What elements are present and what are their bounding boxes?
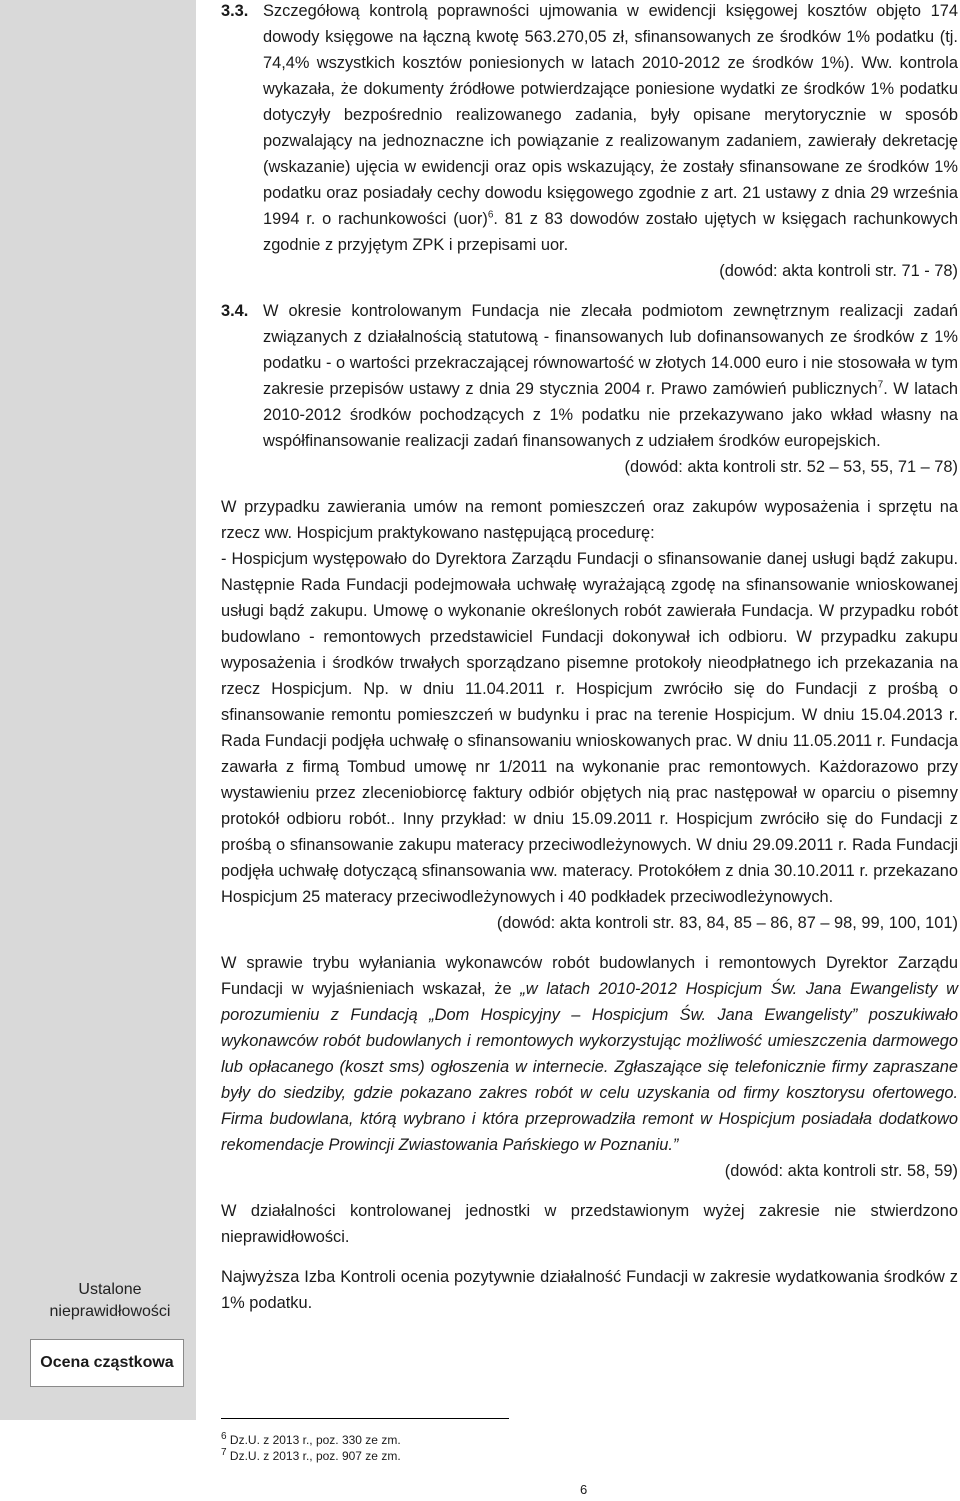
section-text: Szczegółową kontrolą poprawności ujmowania w ewidencji księgowej kosztów objęto 174 dowody księgowe na łączną kwotę 563.270,05 zł, sfinansowanych ze środków 1% podatku (tj. 74,4% wszystkich kosztów poniesionych w latach 2010-2012 ze środków 1%). Ww. kontrola wykazała, że dokumenty źródłowe potwierdzające poniesione wydatki ze środków 1% podatku dotyczyły bezpośrednio realizowanego zadania, były opisane merytorycznie w sposób pozwalający na jednoznaczne ich powiązanie z realizowanym zadaniem, zawierały dekretację (wskazanie) ujęcia w ewidencji oraz opis wskazujący, że zostały sfinansowane ze środków 1% podatku oraz posiadały cechy dowodu księgowego zgodnie z art. 21 ustawy z dnia 29 września 1994 r. o rachunkowości (uor) xyxy=(263,2,958,228)
section-text: W okresie kontrolowanym Fundacja nie zlecała podmiotom zewnętrznym realizacji zadań związanych z działalnością statutową - finansowanych lub dofinansowanych ze środków z 1% podatku - o wartości przekraczającej równowartość w złotych 14.000 euro i nie stosowała w tym zakresie przepisów ustawy z dnia 29 stycznia 2004 r. Prawo zamówień publicznych xyxy=(263,302,958,398)
left-margin-column xyxy=(0,0,196,1420)
partial-assessment-box: Ocena cząstkowa xyxy=(30,1339,184,1387)
page-number: 6 xyxy=(580,1482,588,1497)
assessment-paragraph: Najwyższa Izba Kontroli ocenia pozytywnie działalność Fundacji w zakresie wydatkowania środków z 1% podatku. xyxy=(221,1268,958,1312)
procedure-body: - Hospicjum występowało do Dyrektora Zarządu Fundacji o sfinansowanie danej usługi bądź zakupu. Następnie Rada Fundacji podejmowała uchwałę wyrażającą zgodę na sfinansowanie wnioskowanej usługi bądź zakupu. Umowę o wykonanie określonych robót zawierała Fundacja. W przypadku robót budowlano - remontowych przedstawiciel Fundacji dokonywał ich odbioru. W przypadku zakupu wyposażenia i środków trwałych sporządzano pisemne protokoły nieodpłatnego ich przekazania na rzecz Hospicjum. Np. w dniu 11.04.2011 r. Hospicjum zwróciło się do Fundacji z prośbą o sfinansowanie remontu pomieszczeń w budynku i prac na terenie Hospicjum. W dniu 15.04.2013 r. Rada Fundacji podjęła uchwałę o sfinansowaniu wnioskowanych prac. W dniu 11.05.2011 r. Fundacja zawarła z firmą Tombud umowę nr 1/2011 na wykonanie prac remontowych. Każdorazowo przy wystawieniu przez zleceniobiorcę faktury odbiór objętych nią prac następował w oparciu o pisemny protokół odbioru robót.. Inny przykład: w dniu 15.09.2011 r. Hospicjum zwróciło się do Fundacji z prośbą o sfinansowanie zakupu materacy przeciwodleżynowych. W dniu 29.09.2011 r. Rada Fundacji podjęła uchwałę dotyczącą sfinansowania ww. materacy. Protokółem z dnia 30.10.2011 r. przekazano Hospicjum 25 materacy przeciwodleżynowych i 40 podkładek przeciwodleżynowych. xyxy=(221,550,958,906)
evidence-reference: (dowód: akta kontroli str. 71 - 78) xyxy=(719,262,958,280)
contractor-selection-paragraph xyxy=(221,950,958,1158)
footnote-ref: 7 xyxy=(877,379,884,391)
section-text-cont: . W latach 2010-2012 środków pochodzących z 1% podatku nie przekazywano jako wkład własny na współfinansowanie realizacji zadań finansowanych z udziałem środków europejskich. xyxy=(263,380,959,450)
procedure-intro: W przypadku zawierania umów na remont pomieszczeń oraz zakupów wyposażenia i sprzętu na rzecz ww. Hospicjum praktykowano następującą procedurę: xyxy=(221,498,958,542)
footnote-separator xyxy=(221,1418,509,1419)
paragraph-text: W sprawie trybu wyłaniania wykonawców robót budowlanych i remontowych Dyrektor Zarządu Fundacji w wyjaśnieniach wskazał, że xyxy=(221,954,958,998)
irregularities-paragraph: W działalności kontrolowanej jednostki w przedstawionym wyżej zakresie nie stwierdzono nieprawidłowości. xyxy=(221,1202,958,1246)
evidence-reference: (dowód: akta kontroli str. 58, 59) xyxy=(724,1162,958,1180)
irregularities-heading-line1: Ustalone xyxy=(78,1281,142,1298)
director-explanation-quote: „w latach 2010-2012 Hospicjum Św. Jana Ewangelisty w porozumieniu z Fundacją „Dom Hospicyjny – Hospicjum Św. Jana Ewangelisty” poszukiwało wykonawców robót budowlanych i remontowych wykorzystując możliwość umieszczenia darmowego lub opłacanego (koszt sms) ogłoszenia w internecie. Zgłaszające się telefonicznie firmy zapraszane były do siedziby, gdzie pokazano zakres robót w celu uzyskania od firmy kosztorysu ofertowego. Firma budowlana, którą wybrano i która przeprowadziła remont w Hospicjum posiadała dodatkowo rekomendacje Prowincji Zwiastowania Pańskiego w Poznaniu.” xyxy=(221,980,958,1154)
section-3-3 xyxy=(221,0,958,258)
footnote-ref: 6 xyxy=(487,209,494,221)
section-number: 3.4. xyxy=(221,302,249,320)
evidence-reference: (dowód: akta kontroli str. 83, 84, 85 – 86, 87 – 98, 99, 100, 101) xyxy=(496,914,958,932)
evidence-reference: (dowód: akta kontroli str. 52 – 53, 55, 71 – 78) xyxy=(624,458,958,476)
footnote-6: $^6$ Dz.U. z 2013 r., poz. 330 ze zm. xyxy=(221,1431,401,1447)
document-body xyxy=(221,0,958,1316)
irregularities-heading-line2: nieprawidłowości xyxy=(49,1303,171,1320)
footnote-7: $^7$ Dz.U. z 2013 r., poz. 907 ze zm. xyxy=(221,1447,401,1463)
section-text-cont: . 81 z 83 dowodów zostało ujętych w księgach rachunkowych zgodnie z przyjętym ZPK i przepisami uor. xyxy=(263,210,958,254)
section-number: 3.3. xyxy=(221,2,249,20)
irregularities-heading xyxy=(30,1279,190,1323)
section-3-4 xyxy=(221,298,958,454)
